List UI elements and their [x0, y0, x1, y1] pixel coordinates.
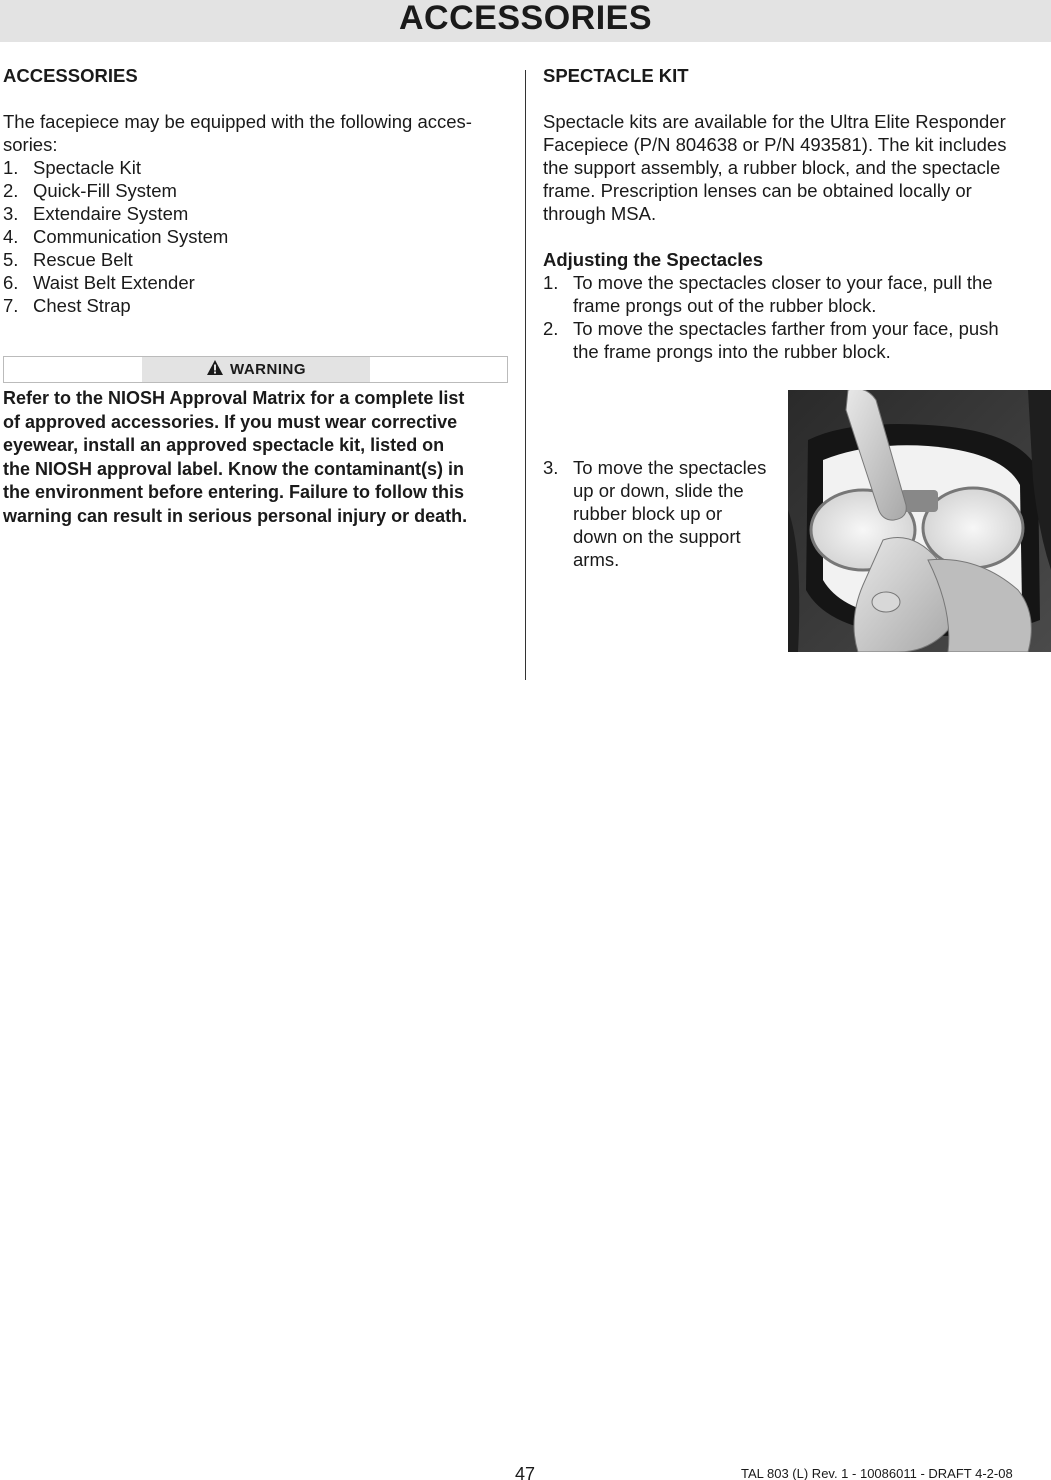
intro-line-1: The facepiece may be equipped with the following acces-: [3, 111, 472, 132]
intro-line-2: sories:: [3, 134, 58, 155]
warning-triangle-icon: [206, 359, 224, 381]
section-heading-accessories: ACCESSORIES: [3, 65, 138, 86]
list-item: 4. Communication System: [3, 226, 229, 247]
warning-line: eyewear, install an approved spectacle kit, listed on: [3, 435, 445, 455]
spectacle-intro: [543, 110, 1048, 225]
column-divider: [525, 70, 526, 680]
step-3: [543, 456, 783, 571]
list-item: 1. Spectacle Kit: [3, 157, 141, 178]
subheading-adjusting: Adjusting the Spectacles: [543, 249, 763, 270]
intro-line: Facepiece (P/N 804638 or P/N 493581). The kit includes: [543, 134, 1007, 155]
warning-text: [3, 387, 508, 528]
list-item: 1. To move the spectacles closer to your face, pull the frame prongs out of the rubber block.: [543, 272, 993, 316]
list-item: 2. To move the spectacles farther from your face, push the frame prongs into the rubber block.: [543, 318, 999, 362]
intro-line: the support assembly, a rubber block, and the spectacle: [543, 157, 1001, 178]
accessory-list: [3, 156, 508, 317]
list-item: 7. Chest Strap: [3, 295, 131, 316]
warning-label: WARNING: [230, 361, 306, 378]
spectacle-adjustment-photo: [788, 390, 1051, 652]
warning-line: the environment before entering. Failure to follow this: [3, 482, 465, 502]
intro-line: frame. Prescription lenses can be obtained locally or: [543, 180, 972, 201]
section-heading-spectacle-kit: SPECTACLE KIT: [543, 65, 689, 86]
warning-line: warning can result in serious personal injury or death.: [3, 505, 468, 526]
list-item: 6. Waist Belt Extender: [3, 272, 195, 293]
list-item: 3. Extendaire System: [3, 203, 189, 224]
warning-header: [142, 357, 370, 382]
left-column: [3, 64, 508, 317]
list-item: 2. Quick-Fill System: [3, 180, 177, 201]
intro-line: Spectacle kits are available for the Ultra Elite Responder: [543, 111, 1006, 132]
warning-bar: [3, 356, 508, 383]
intro-line: through MSA.: [543, 203, 657, 224]
warning-line: Refer to the NIOSH Approval Matrix for a complete list: [3, 388, 465, 408]
page-number: 47: [515, 1464, 536, 1480]
warning-line: the NIOSH approval label. Know the contaminant(s) in: [3, 458, 465, 479]
page-banner: [0, 0, 1051, 42]
warning-line: of approved accessories. If you must wear corrective: [3, 411, 458, 432]
adjust-steps-list: [543, 271, 1048, 363]
list-item: 3. To move the spectacles up or down, slide the rubber block up or down on the support arms.: [543, 457, 767, 570]
document-code: TAL 803 (L) Rev. 1 - 10086011 - DRAFT 4-2-08: [741, 1466, 1013, 1480]
banner-title: ACCESSORIES: [399, 0, 652, 37]
right-column: [543, 64, 1048, 363]
list-item: 5. Rescue Belt: [3, 249, 133, 270]
